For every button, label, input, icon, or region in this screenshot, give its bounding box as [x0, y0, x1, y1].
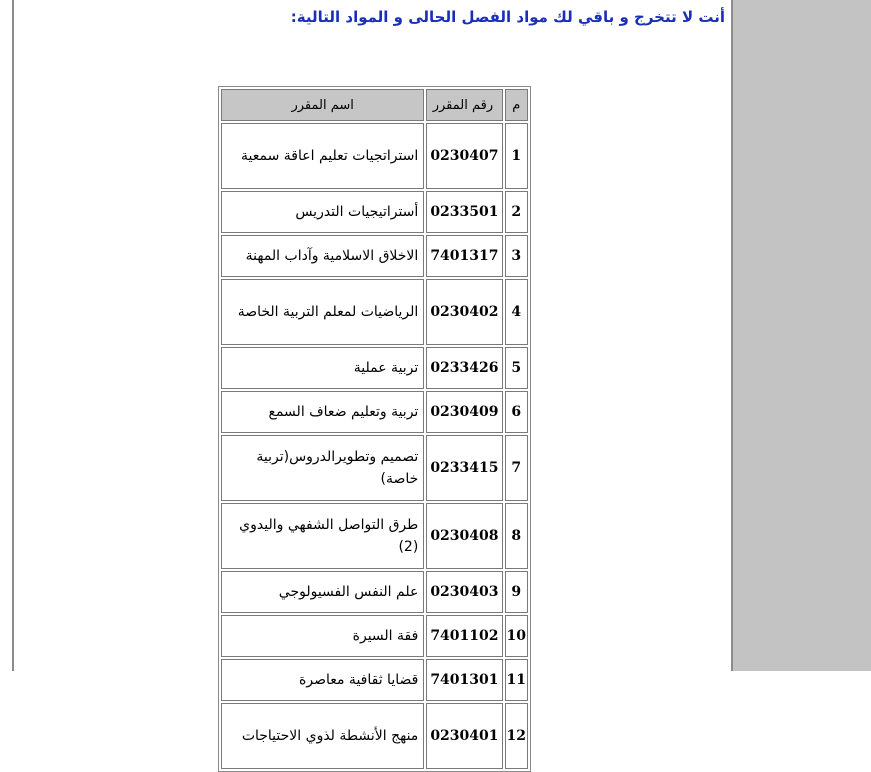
courses-table: [218, 86, 531, 772]
table-row: [221, 703, 528, 769]
course-code: 0230407: [426, 123, 502, 189]
course-name: فقة السيرة: [221, 615, 424, 657]
main-content: [16, 0, 731, 744]
row-number: 6: [505, 391, 528, 433]
course-name: تربية وتعليم ضعاف السمع: [221, 391, 424, 433]
row-number: 1: [505, 123, 528, 189]
table-row: [221, 503, 528, 569]
table-row: [221, 391, 528, 433]
row-number: 9: [505, 571, 528, 613]
course-code: 0230402: [426, 279, 502, 345]
course-name: الاخلاق الاسلامية وآداب المهنة: [221, 235, 424, 277]
table-row: [221, 123, 528, 189]
row-number: 8: [505, 503, 528, 569]
course-code: 0233415: [426, 435, 502, 501]
left-frame-border: [0, 0, 14, 671]
course-code: 7401317: [426, 235, 502, 277]
table-header-row: [221, 89, 528, 121]
table-row: [221, 279, 528, 345]
header-course-name: اسم المقرر: [221, 89, 424, 121]
table-row: [221, 571, 528, 613]
table-row: [221, 235, 528, 277]
row-number: 7: [505, 435, 528, 501]
right-side-panel: [731, 0, 871, 671]
course-code: 0230403: [426, 571, 502, 613]
course-code: 7401102: [426, 615, 502, 657]
course-name: تربية عملية: [221, 347, 424, 389]
header-number: م: [505, 89, 528, 121]
table-row: [221, 435, 528, 501]
row-number: 5: [505, 347, 528, 389]
row-number: 10: [505, 615, 528, 657]
course-code: 0230408: [426, 503, 502, 569]
course-name: استراتجيات تعليم اعاقة سمعية: [221, 123, 424, 189]
course-name: قضايا ثقافية معاصرة: [221, 659, 424, 701]
row-number: 12: [505, 703, 528, 769]
remaining-courses-heading: أنت لا تتخرج و باقي لك مواد الفصل الحالى و المواد التالية:: [290, 8, 725, 26]
table-row: [221, 659, 528, 701]
course-name: طرق التواصل الشفهي واليدوي (2): [221, 503, 424, 569]
header-course-code: رقم المقرر: [426, 89, 502, 121]
course-code: 0230409: [426, 391, 502, 433]
course-code: 7401301: [426, 659, 502, 701]
course-name: الرياضيات لمعلم التربية الخاصة: [221, 279, 424, 345]
course-code: 0233501: [426, 191, 502, 233]
course-name: أستراتيجيات التدريس: [221, 191, 424, 233]
course-name: علم النفس الفسيولوجي: [221, 571, 424, 613]
table-row: [221, 191, 528, 233]
course-code: 0230401: [426, 703, 502, 769]
row-number: 3: [505, 235, 528, 277]
course-code: 0233426: [426, 347, 502, 389]
table-row: [221, 347, 528, 389]
course-name: منهج الأنشطة لذوي الاحتياجات: [221, 703, 424, 769]
row-number: 4: [505, 279, 528, 345]
course-name: تصميم وتطويرالدروس(تربية خاصة): [221, 435, 424, 501]
table-row: [221, 615, 528, 657]
row-number: 11: [505, 659, 528, 701]
row-number: 2: [505, 191, 528, 233]
